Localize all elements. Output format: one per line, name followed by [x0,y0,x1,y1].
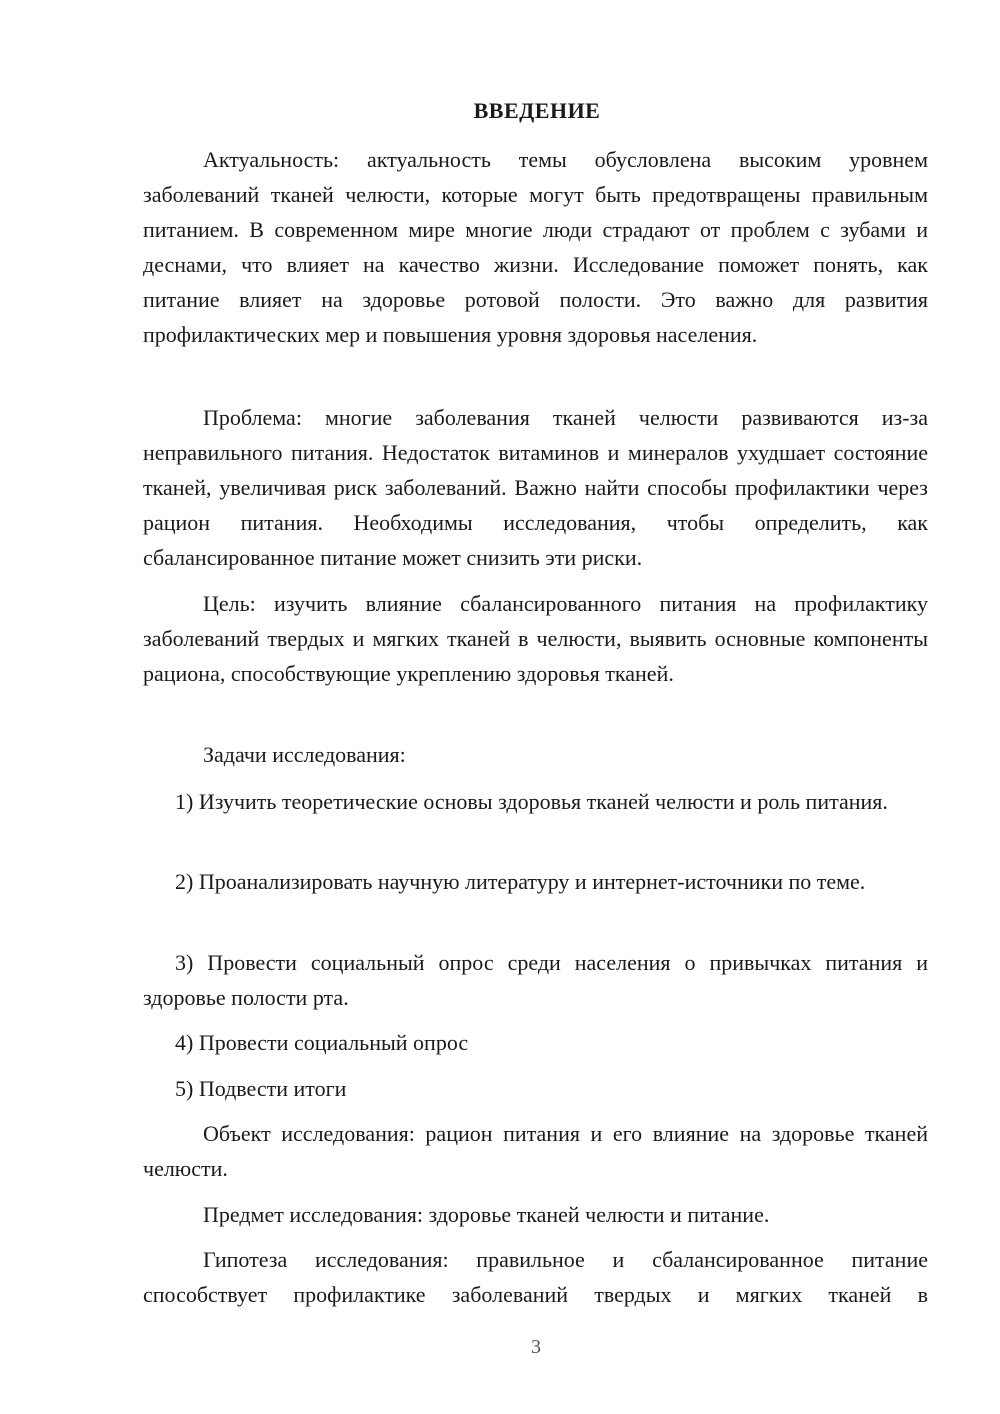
task-item-1: 1) Изучить теоретические основы здоровья тканей челюсти и роль питания. [175,789,888,814]
task-item-2: 2) Проанализировать научную литературу и интернет-источники по теме. [175,869,866,894]
page-title: ВВЕДЕНИЕ [473,98,601,123]
paragraph-hypothesis: Гипотеза исследования: правильное и сбалансированное питание способствует профилактике заболеваний твердых и мягких тканей в [143,1247,928,1307]
task-item-4: 4) Провести социальный опрос [175,1030,469,1055]
paragraph-relevance: Актуальность: актуальность темы обусловлена высоким уровнем заболеваний тканей челюсти, которые могут быть предотвращены правильным питанием. В современном мире многие люди страдают от проблем с зубами и деснами, что влияет на качество жизни. Исследование поможет понять, как питание влияет на здоровье ротовой полости. Это важно для развития профилактических мер и повышения уровня здоровья населения. [143,147,928,347]
tasks-heading: Задачи исследования: [203,742,406,767]
paragraph-object: Объект исследования: рацион питания и его влияние на здоровье тканей челюсти. [143,1121,928,1181]
task-item-5: 5) Подвести итоги [175,1076,347,1101]
paragraph-problem: Проблема: многие заболевания тканей челюсти развиваются из-за неправильного питания. Недостаток витаминов и минералов ухудшает состояние тканей, увеличивая риск заболеваний. Важно найти способы профилактики через рацион питания. Необходимы исследования, чтобы определить, как сбалансированное питание может снизить эти риски. [143,405,928,570]
paragraph-subject: Предмет исследования: здоровье тканей челюсти и питание. [203,1202,770,1227]
page-number: 3 [531,1336,541,1358]
task-item-3: 3) Провести социальный опрос среди населения о привычках питания и здоровье полости рта. [143,950,928,1010]
paragraph-goal: Цель: изучить влияние сбалансированного питания на профилактику заболеваний твердых и мягких тканей в челюсти, выявить основные компоненты рациона, способствующие укреплению здоровья тканей. [143,591,928,686]
